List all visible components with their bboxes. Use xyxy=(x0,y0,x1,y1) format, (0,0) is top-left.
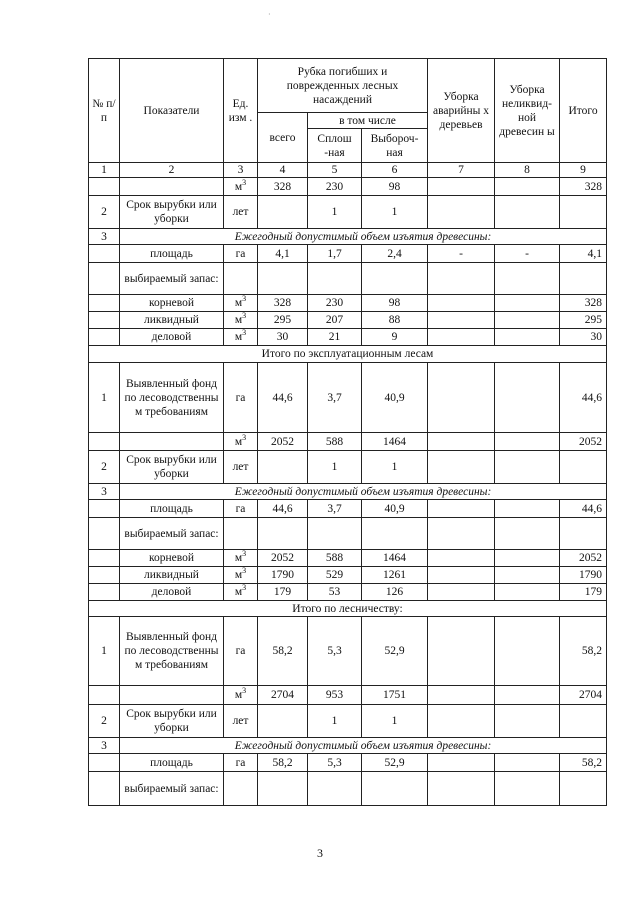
cell-result xyxy=(560,196,607,229)
cell-num xyxy=(89,686,120,705)
cell-result: 295 xyxy=(560,312,607,329)
table-row xyxy=(89,245,607,263)
cell-emergency xyxy=(428,772,495,806)
cell-illiquid xyxy=(495,584,560,601)
cell-unit xyxy=(224,772,258,806)
cell-num: 2 xyxy=(89,451,120,484)
cell-total: 1790 xyxy=(258,567,308,584)
cell-num xyxy=(89,754,120,772)
table-row xyxy=(89,329,607,346)
cell-emergency xyxy=(428,567,495,584)
cell-label xyxy=(120,433,224,451)
cell-result: 1790 xyxy=(560,567,607,584)
header-selective: Выбороч-ная xyxy=(362,129,428,163)
table-row xyxy=(89,705,607,738)
cell-clear: 1,7 xyxy=(308,245,362,263)
unit-superscript: 3 xyxy=(242,328,247,338)
col-index: 6 xyxy=(362,163,428,178)
cell-clear: 230 xyxy=(308,295,362,312)
cell-selective: 1 xyxy=(362,705,428,738)
cell-total: 295 xyxy=(258,312,308,329)
cell-unit xyxy=(224,433,258,451)
cell-illiquid xyxy=(495,295,560,312)
cell-total: 58,2 xyxy=(258,754,308,772)
cell-clear: 230 xyxy=(308,178,362,196)
table-row xyxy=(89,312,607,329)
cell-result xyxy=(560,772,607,806)
cell-clear: 21 xyxy=(308,329,362,346)
cell-num: 3 xyxy=(89,229,120,245)
unit-superscript: 3 xyxy=(242,311,247,321)
cell-num xyxy=(89,178,120,196)
cell-illiquid xyxy=(495,518,560,550)
unit-label: м xyxy=(234,689,243,701)
cell-total xyxy=(258,196,308,229)
header-total: всего xyxy=(258,113,308,163)
cell-emergency: - xyxy=(428,245,495,263)
cell-selective: 88 xyxy=(362,312,428,329)
cell-unit xyxy=(224,567,258,584)
cell-emergency xyxy=(428,451,495,484)
cell-unit xyxy=(224,312,258,329)
cell-num: 2 xyxy=(89,705,120,738)
cell-emergency xyxy=(428,705,495,738)
cell-illiquid: - xyxy=(495,245,560,263)
unit-label: м xyxy=(234,435,243,448)
table-row xyxy=(89,229,607,245)
cell-selective: 1464 xyxy=(362,550,428,567)
col-index: 1 xyxy=(89,163,120,178)
cell-label xyxy=(120,686,224,705)
cell-selective: 2,4 xyxy=(362,245,428,263)
cell-total: 2052 xyxy=(258,433,308,451)
cell-result: 58,2 xyxy=(560,754,607,772)
cell-selective: 98 xyxy=(362,295,428,312)
table-row xyxy=(89,754,607,772)
cell-result: 4,1 xyxy=(560,245,607,263)
table-row xyxy=(89,451,607,484)
cell-total: 328 xyxy=(258,295,308,312)
cell-num xyxy=(89,567,120,584)
table-row xyxy=(89,295,607,312)
cell-selective: 1 xyxy=(362,196,428,229)
cell-selective xyxy=(362,772,428,806)
cell-clear: 588 xyxy=(308,550,362,567)
cell-unit xyxy=(224,263,258,295)
header-indicators: Показатели xyxy=(120,59,224,163)
cell-label: корневой xyxy=(120,550,224,567)
cell-selective: 40,9 xyxy=(362,500,428,518)
unit-label: м xyxy=(234,552,243,564)
cell-emergency xyxy=(428,518,495,550)
cell-selective: 52,9 xyxy=(362,617,428,686)
cell-emergency xyxy=(428,754,495,772)
table-row xyxy=(89,518,607,550)
cell-clear: 588 xyxy=(308,433,362,451)
cell-illiquid xyxy=(495,686,560,705)
cell-num xyxy=(89,584,120,601)
cell-emergency xyxy=(428,295,495,312)
cell-clear xyxy=(308,518,362,550)
forest-felling-table xyxy=(88,58,607,806)
col-index: 2 xyxy=(120,163,224,178)
header-clear: Сплош -ная xyxy=(308,129,362,163)
cell-total: 30 xyxy=(258,329,308,346)
cell-selective: 1751 xyxy=(362,686,428,705)
cell-selective xyxy=(362,263,428,295)
table-row xyxy=(89,601,607,617)
unit-label: м xyxy=(234,331,243,343)
cell-result: 179 xyxy=(560,584,607,601)
cell-clear: 529 xyxy=(308,567,362,584)
cell-emergency xyxy=(428,178,495,196)
cell-result: 30 xyxy=(560,329,607,346)
cell-num xyxy=(89,263,120,295)
cell-unit xyxy=(224,295,258,312)
cell-unit: га xyxy=(224,500,258,518)
table-row xyxy=(89,617,607,686)
cell-num xyxy=(89,245,120,263)
cell-label: Срок вырубки или уборки xyxy=(120,451,224,484)
cell-illiquid xyxy=(495,567,560,584)
cell-emergency xyxy=(428,617,495,686)
cell-unit: га xyxy=(224,754,258,772)
unit-label: м xyxy=(234,569,243,581)
cell-selective: 1 xyxy=(362,451,428,484)
cell-total xyxy=(258,518,308,550)
unit-label: м xyxy=(234,297,243,309)
cell-selective xyxy=(362,518,428,550)
col-index: 9 xyxy=(560,163,607,178)
cell-total xyxy=(258,451,308,484)
unit-label: м xyxy=(234,180,243,193)
table-row xyxy=(89,550,607,567)
cell-unit xyxy=(224,518,258,550)
cell-label: площадь xyxy=(120,245,224,263)
cell-unit xyxy=(224,329,258,346)
cell-label: выбираемый запас: xyxy=(120,518,224,550)
cell-result: 328 xyxy=(560,295,607,312)
cell-label: корневой xyxy=(120,295,224,312)
cell-clear: 5,3 xyxy=(308,617,362,686)
cell-emergency xyxy=(428,263,495,295)
cell-label: площадь xyxy=(120,500,224,518)
cell-unit: га xyxy=(224,617,258,686)
cell-emergency xyxy=(428,686,495,705)
header-num: № п/ п xyxy=(89,59,120,163)
cell-num: 3 xyxy=(89,738,120,754)
cell-total: 58,2 xyxy=(258,617,308,686)
cell-label: выбираемый запас: xyxy=(120,772,224,806)
table-row xyxy=(89,363,607,433)
cell-num xyxy=(89,329,120,346)
table-row xyxy=(89,178,607,196)
cell-illiquid xyxy=(495,329,560,346)
header-including: в том числе xyxy=(308,113,428,129)
cell-total: 44,6 xyxy=(258,500,308,518)
cell-label: площадь xyxy=(120,754,224,772)
cell-clear: 53 xyxy=(308,584,362,601)
cell-text: Ежегодный допустимый объем изъятия древесины: xyxy=(120,484,607,500)
unit-label: м xyxy=(234,586,243,598)
unit-superscript: 3 xyxy=(242,294,247,304)
cell-unit: лет xyxy=(224,196,258,229)
header-illiquid: Уборка неликвид-ной древесин ы xyxy=(495,59,560,163)
cell-illiquid xyxy=(495,178,560,196)
cell-illiquid xyxy=(495,196,560,229)
cell-illiquid xyxy=(495,772,560,806)
cell-result xyxy=(560,263,607,295)
table-row xyxy=(89,196,607,229)
header-result: Итого xyxy=(560,59,607,163)
table-row xyxy=(89,500,607,518)
cell-clear: 207 xyxy=(308,312,362,329)
cell-text: Итого по эксплуатационным лесам xyxy=(89,346,607,363)
cell-selective: 98 xyxy=(362,178,428,196)
cell-clear: 1 xyxy=(308,196,362,229)
cell-total: 4,1 xyxy=(258,245,308,263)
cell-emergency xyxy=(428,363,495,433)
cell-clear: 953 xyxy=(308,686,362,705)
unit-label: м xyxy=(234,314,243,326)
table-row xyxy=(89,263,607,295)
cell-num xyxy=(89,500,120,518)
cell-text: Итого по лесничеству: xyxy=(89,601,607,617)
cell-unit xyxy=(224,686,258,705)
cell-emergency xyxy=(428,584,495,601)
cell-num: 1 xyxy=(89,617,120,686)
cell-illiquid xyxy=(495,312,560,329)
header-unit: Ед. изм . xyxy=(224,59,258,163)
cell-selective: 9 xyxy=(362,329,428,346)
cell-label xyxy=(120,178,224,196)
cell-unit: га xyxy=(224,245,258,263)
cell-text: Ежегодный допустимый объем изъятия древесины: xyxy=(120,738,607,754)
cell-clear: 5,3 xyxy=(308,754,362,772)
cell-illiquid xyxy=(495,451,560,484)
cell-illiquid xyxy=(495,754,560,772)
cell-result: 58,2 xyxy=(560,617,607,686)
col-index: 7 xyxy=(428,163,495,178)
cell-label: Выявленный фонд по лесоводственны м требованиям xyxy=(120,363,224,433)
cell-selective: 126 xyxy=(362,584,428,601)
cell-emergency xyxy=(428,196,495,229)
cell-total: 44,6 xyxy=(258,363,308,433)
header-emergency: Уборка аварийны х деревьев xyxy=(428,59,495,163)
cell-total xyxy=(258,705,308,738)
cell-label: ликвидный xyxy=(120,312,224,329)
cell-total: 328 xyxy=(258,178,308,196)
cell-clear xyxy=(308,263,362,295)
header-felling: Рубка погибших и поврежденных лесных насаждений xyxy=(258,59,428,113)
cell-num xyxy=(89,295,120,312)
cell-unit xyxy=(224,584,258,601)
cell-selective: 52,9 xyxy=(362,754,428,772)
cell-num: 1 xyxy=(89,363,120,433)
col-index: 8 xyxy=(495,163,560,178)
cell-result: 2704 xyxy=(560,686,607,705)
cell-emergency xyxy=(428,329,495,346)
page-number: 3 xyxy=(317,846,323,860)
cell-illiquid xyxy=(495,500,560,518)
cell-unit: лет xyxy=(224,451,258,484)
cell-clear xyxy=(308,772,362,806)
cell-result: 44,6 xyxy=(560,363,607,433)
cell-result xyxy=(560,705,607,738)
col-index: 4 xyxy=(258,163,308,178)
unit-superscript: 3 xyxy=(242,686,247,696)
table-row xyxy=(89,484,607,500)
cell-unit: га xyxy=(224,363,258,433)
cell-total xyxy=(258,772,308,806)
cell-result: 2052 xyxy=(560,433,607,451)
cell-illiquid xyxy=(495,617,560,686)
cell-result xyxy=(560,451,607,484)
cell-num: 3 xyxy=(89,484,120,500)
cell-label: Срок вырубки или уборки xyxy=(120,196,224,229)
cell-text: Ежегодный допустимый объем изъятия древесины: xyxy=(120,229,607,245)
cell-label: ликвидный xyxy=(120,567,224,584)
unit-superscript: 3 xyxy=(242,566,247,576)
cell-illiquid xyxy=(495,705,560,738)
cell-emergency xyxy=(428,500,495,518)
table-row xyxy=(89,738,607,754)
unit-superscript: 3 xyxy=(242,583,247,593)
col-index: 5 xyxy=(308,163,362,178)
cell-num xyxy=(89,433,120,451)
cell-result: 44,6 xyxy=(560,500,607,518)
cell-num xyxy=(89,518,120,550)
unit-superscript: 3 xyxy=(242,177,247,187)
cell-label: выбираемый запас: xyxy=(120,263,224,295)
cell-selective: 1464 xyxy=(362,433,428,451)
col-index: 3 xyxy=(224,163,258,178)
cell-clear: 3,7 xyxy=(308,363,362,433)
cell-clear: 3,7 xyxy=(308,500,362,518)
cell-selective: 1261 xyxy=(362,567,428,584)
cell-clear: 1 xyxy=(308,705,362,738)
cell-num: 2 xyxy=(89,196,120,229)
table-row xyxy=(89,567,607,584)
table-row xyxy=(89,772,607,806)
cell-total: 179 xyxy=(258,584,308,601)
cell-selective: 40,9 xyxy=(362,363,428,433)
cell-result: 2052 xyxy=(560,550,607,567)
cell-emergency xyxy=(428,550,495,567)
cell-label: Срок вырубки или уборки xyxy=(120,705,224,738)
cell-total: 2052 xyxy=(258,550,308,567)
scan-mark: · xyxy=(268,10,271,19)
cell-illiquid xyxy=(495,363,560,433)
cell-clear: 1 xyxy=(308,451,362,484)
cell-result xyxy=(560,518,607,550)
cell-result: 328 xyxy=(560,178,607,196)
cell-num xyxy=(89,772,120,806)
table-row xyxy=(89,584,607,601)
table-row xyxy=(89,433,607,451)
cell-unit xyxy=(224,178,258,196)
cell-label: Выявленный фонд по лесоводственны м требованиям xyxy=(120,617,224,686)
unit-superscript: 3 xyxy=(242,432,247,442)
cell-illiquid xyxy=(495,263,560,295)
cell-unit: лет xyxy=(224,705,258,738)
cell-illiquid xyxy=(495,433,560,451)
cell-label: деловой xyxy=(120,584,224,601)
cell-label: деловой xyxy=(120,329,224,346)
cell-emergency xyxy=(428,312,495,329)
cell-total xyxy=(258,263,308,295)
table-row xyxy=(89,686,607,705)
cell-num xyxy=(89,550,120,567)
cell-illiquid xyxy=(495,550,560,567)
cell-unit xyxy=(224,550,258,567)
cell-num xyxy=(89,312,120,329)
unit-superscript: 3 xyxy=(242,549,247,559)
cell-emergency xyxy=(428,433,495,451)
cell-total: 2704 xyxy=(258,686,308,705)
table-row xyxy=(89,346,607,363)
